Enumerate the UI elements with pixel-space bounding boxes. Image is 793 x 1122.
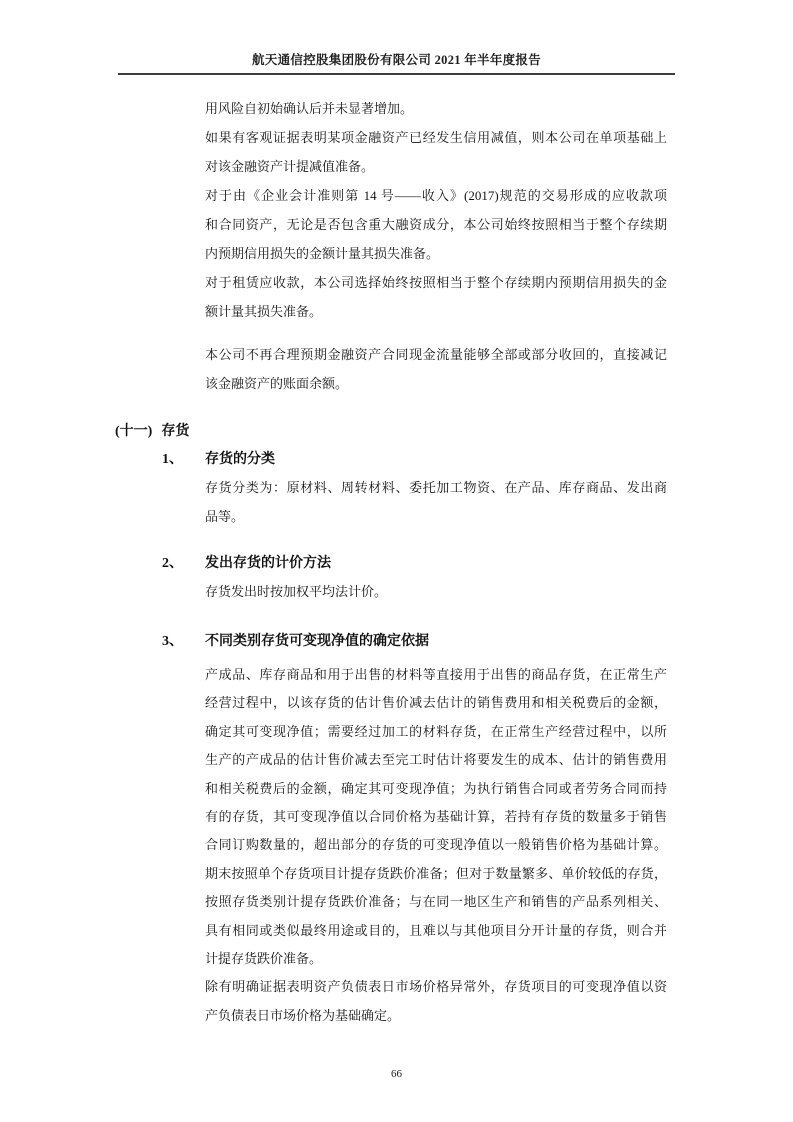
text-line: 期末按照单个存货项目计提存货跌价准备；但对于数量繁多、单价较低的存货， (205, 865, 667, 881)
text-line: 对该金融资产计提减值准备。 (205, 159, 375, 174)
text-line: 合同订购数量的，超出部分的存货的可变现净值以一般销售价格为基础计算。 (205, 837, 667, 853)
paragraph (205, 340, 667, 398)
item-3-number: 3、 (162, 634, 183, 649)
text-line: 计提存货跌价准备。 (205, 951, 323, 967)
item-1-number: 1、 (162, 452, 183, 467)
item-2-title-row (162, 554, 331, 574)
derecognition-paragraph (205, 340, 667, 398)
text-line: 生产的产成品的估计售价减去至完工时估计将要发生的成本、估计的销售费用 (205, 752, 667, 768)
paragraph (205, 181, 667, 268)
page-footer (0, 1068, 793, 1080)
text-line: 产成品、库存商品和用于出售的材料等直接用于出售的商品存货，在正常生产 (205, 667, 667, 682)
text-line: 内预期信用损失的金额计量其损失准备。 (205, 246, 440, 261)
item-1-body (205, 473, 667, 531)
text-line: 经营过程中，以该存货的估计售价减去估计的销售费用和相关税费后的金额， (205, 695, 667, 711)
item-2-title: 发出存货的计价方法 (205, 556, 331, 571)
text-line: 和相关税费后的金额，确定其可变现净值；为执行销售合同或者劳务合同而持 (205, 780, 667, 796)
item-3-title-row (162, 632, 429, 652)
item-2-body (205, 577, 667, 606)
text-line: 有的存货，其可变现净值以合同价格为基础计算，若持有存货的数量多于销售 (205, 809, 667, 825)
paragraph (205, 94, 667, 123)
section-title: 存货 (161, 424, 190, 439)
item-1-title-row (162, 450, 275, 470)
section-heading-inventory (115, 422, 189, 442)
text-line: 本公司不再合理预期金融资产合同现金流量能够全部或部分收回的，直接减记 (205, 347, 667, 362)
text-line: 该金融资产的账面余额。 (205, 376, 349, 391)
text-line: 具有相同或类似最终用途或目的，且难以与其他项目分开计量的存货，则合并 (205, 922, 667, 938)
item-3-title: 不同类别存货可变现净值的确定依据 (205, 634, 429, 649)
text-line: 产负债表日市场价格为基础确定。 (205, 1007, 401, 1023)
text-line: 按照存货类别计提存货跌价准备；与在同一地区生产和销售的产品系列相关、 (205, 894, 667, 910)
paragraph (205, 123, 667, 181)
intro-paragraphs (205, 94, 667, 326)
paragraph (205, 661, 667, 973)
paragraph (205, 577, 667, 606)
text-line: 和合同资产，无论是否包含重大融资成分，本公司始终按照相当于整个存续期 (205, 217, 667, 232)
text-line: 用风险自初始确认后并未显著增加。 (205, 101, 414, 116)
text-line: 对于租赁应收款，本公司选择始终按照相当于整个存续期内预期信用损失的金 (205, 275, 667, 290)
text-line: 对于由《企业会计准则第 14 号——收入》(2017)规范的交易形成的应收款项 (205, 188, 667, 203)
header-rule (118, 73, 675, 75)
text-line: 除有明确证据表明资产负债表日市场价格异常外，存货项目的可变现净值以资 (205, 979, 667, 995)
header-title: 航天通信控股集团股份有限公司 2021 年半年度报告 (251, 53, 542, 67)
text-line: 存货分类为：原材料、周转材料、委托加工物资、在产品、库存商品、发出商 (205, 480, 667, 495)
text-line: 如果有客观证据表明某项金融资产已经发生信用减值，则本公司在单项基础上 (205, 130, 667, 145)
paragraph (205, 973, 667, 1030)
paragraph (205, 268, 667, 326)
section-number: (十一) (115, 424, 153, 439)
text-line: 品等。 (205, 509, 245, 524)
paragraph (205, 473, 667, 531)
item-1-title: 存货的分类 (205, 452, 275, 467)
item-2-number: 2、 (162, 556, 183, 571)
text-line: 确定其可变现净值；需要经过加工的材料存货，在正常生产经营过程中，以所 (205, 723, 667, 739)
text-line: 存货发出时按加权平均法计价。 (205, 584, 388, 599)
text-line: 额计量其损失准备。 (205, 304, 323, 319)
page-number: 66 (391, 1068, 402, 1080)
item-3-body (205, 661, 667, 1030)
